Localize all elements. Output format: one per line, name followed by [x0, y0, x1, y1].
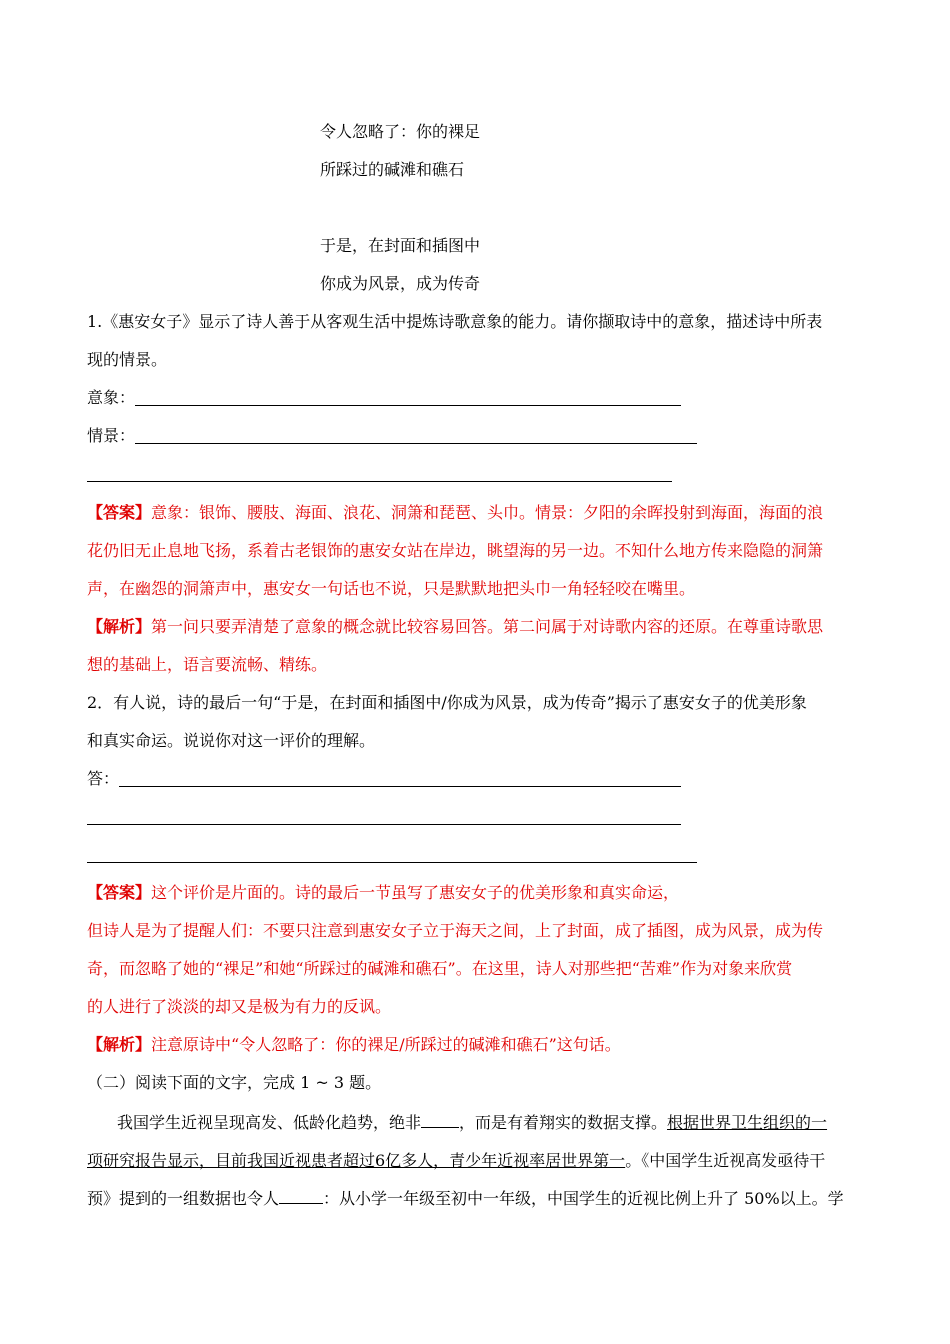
answer-tag: 【答案】	[87, 503, 152, 522]
passage-line-3	[87, 1188, 844, 1210]
q2-answer-line-2	[87, 824, 681, 825]
fill-blank-2[interactable]	[279, 1189, 323, 1204]
q2-analysis-text: 注意原诗中“令人忽略了：你的裸足/所踩过的碱滩和礁石”这句话。	[151, 1035, 621, 1054]
underlined-sentence: 根据世界卫生组织的一	[667, 1113, 828, 1132]
poem-line-1: 令人忽略了：你的裸足	[320, 122, 481, 141]
q2-answer-line-3-text: 奇，而忽略了她的“裸足”和她“所踩过的碱滩和礁石”。在这里，诗人对那些把“苦难”作为对象来欣赏	[87, 959, 793, 978]
q2-answer-line-4-text: 的人进行了淡淡的却又是极为有力的反讽。	[87, 997, 392, 1016]
q2-analysis-line	[87, 1034, 621, 1056]
q2-answer-line-3	[87, 862, 697, 863]
passage-text: ，而是有着翔实的数据支撑。	[459, 1113, 668, 1132]
q1-answer-line-1	[87, 502, 823, 524]
poem-line-2: 所踩过的碱滩和礁石	[320, 160, 465, 179]
answer-tag: 【答案】	[87, 883, 152, 902]
q2-answer-text: 这个评价是片面的。诗的最后一节虽写了惠安女子的优美形象和真实命运，	[151, 883, 680, 902]
section-heading: （二）阅读下面的文字，完成 1 ~ 3 题。	[87, 1073, 382, 1092]
passage-text: 。《中国学生近视高发亟待干	[625, 1151, 826, 1170]
answer-label: 答：	[87, 769, 120, 788]
imagery-label: 意象：	[87, 388, 136, 407]
q1-answer-line-3: 声，在幽怨的洞箫声中，惠安女一句话也不说，只是默默地把头巾一角轻轻咬在嘴里。	[87, 579, 696, 598]
imagery-answer-line	[135, 405, 681, 406]
q2-answer-line-2-text: 但诗人是为了提醒人们：不要只注意到惠安女子立于海天之间，上了封面，成了插图，成为风景，成为传	[87, 921, 824, 940]
scene-label: 情景：	[87, 426, 136, 445]
scene-answer-line-2	[87, 481, 672, 482]
fill-blank-1[interactable]	[421, 1113, 459, 1128]
poem-line-4: 你成为风景，成为传奇	[320, 274, 481, 293]
q1-answer-line-2: 花仍旧无止息地飞扬，系着古老银饰的惠安女站在岸边，眺望海的另一边。不知什么地方传来隐隐的洞箫	[87, 541, 824, 560]
passage-text: 我国学生近视呈现高发、低龄化趋势，绝非	[117, 1113, 422, 1132]
poem-line-3: 于是，在封面和插图中	[320, 236, 481, 255]
underlined-sentence: 项研究报告显示，目前我国近视患者超过6亿多人，青少年近视率居世界第一	[87, 1151, 626, 1170]
q2-answer-line-1	[119, 786, 681, 787]
q1-answer-text: 意象：银饰、腰肢、海面、浪花、洞箫和琵琶、头巾。情景：夕阳的余晖投射到海面，海面的浪	[151, 503, 824, 522]
q2-answer-line-1-text	[87, 882, 679, 904]
passage-text: ：从小学一年级至初中一年级，中国学生的近视比例上升了 50%以上。学	[323, 1189, 844, 1208]
question-2-text: 2．有人说，诗的最后一句“于是，在封面和插图中/你成为风景，成为传奇”揭示了惠安女子的优美形象	[87, 693, 807, 712]
q1-analysis-text: 第一问只要弄清楚了意象的概念就比较容易回答。第二问属于对诗歌内容的还原。在尊重诗歌思	[151, 617, 824, 636]
passage-line-1	[117, 1112, 827, 1134]
question-1-text-cont: 现的情景。	[87, 350, 168, 369]
q1-analysis-line-2: 想的基础上，语言要流畅、精练。	[87, 655, 328, 674]
analysis-tag: 【解析】	[87, 1035, 152, 1054]
question-2-text-cont: 和真实命运。说说你对这一评价的理解。	[87, 731, 376, 750]
q1-analysis-line-1	[87, 616, 823, 638]
question-1-text: 1.《惠安女子》显示了诗人善于从客观生活中提炼诗歌意象的能力。请你撷取诗中的意象，描述诗中所表	[87, 312, 823, 331]
analysis-tag: 【解析】	[87, 617, 152, 636]
passage-text: 预》提到的一组数据也令人	[87, 1189, 280, 1208]
passage-line-2	[87, 1150, 825, 1172]
scene-answer-line	[135, 443, 697, 444]
